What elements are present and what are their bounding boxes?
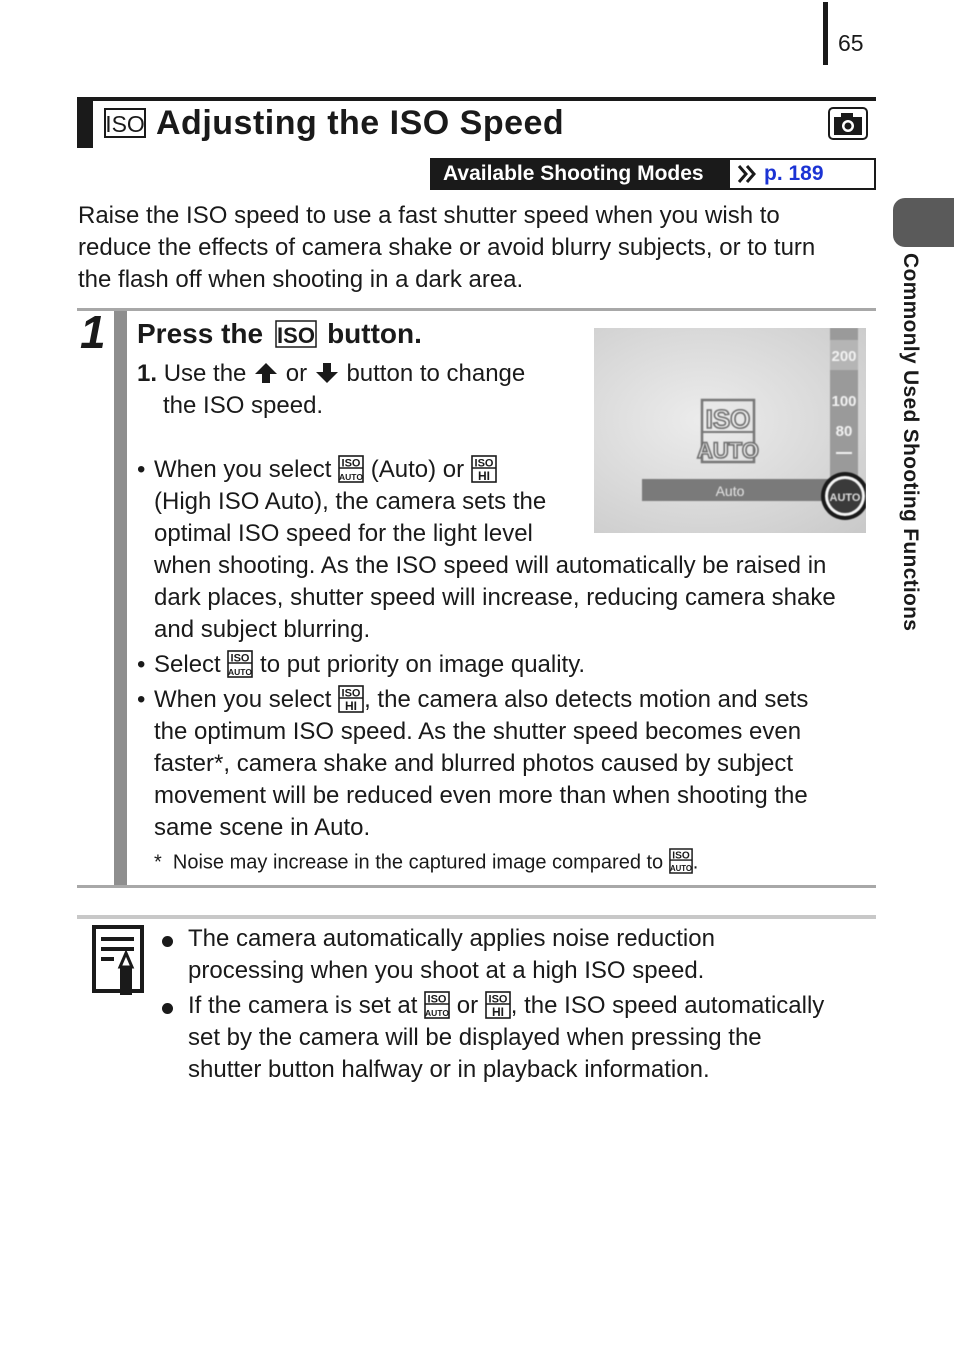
iso-scale-value: 80 (835, 423, 853, 440)
bullet-text: the optimum ISO speed. As the shutter speed becomes even (154, 718, 802, 745)
bullet-text: optimal ISO speed for the light level (154, 520, 533, 547)
sub-step-number: 1. (137, 360, 158, 387)
sub-step-text: button to change (346, 360, 526, 387)
bullet-item (137, 649, 877, 681)
side-tab-label: Commonly Used Shooting Functions (899, 253, 922, 632)
intro-line: Raise the ISO speed to use a fast shutter speed when you wish to (78, 202, 780, 229)
iso-hi-icon (485, 991, 511, 1019)
iso-hi-icon (471, 455, 497, 483)
svg-text:ISO: ISO (427, 993, 447, 1006)
intro-line: reduce the effects of camera shake or avoid blurry subjects, or to turn (78, 234, 816, 261)
double-chevron-icon (730, 160, 764, 188)
note-bullet (162, 990, 876, 1086)
available-shooting-modes (430, 158, 876, 190)
bullet-text: Select (154, 651, 221, 678)
svg-text:ISO: ISO (341, 687, 361, 700)
intro-line: the flash off when shooting in a dark area. (78, 266, 524, 293)
iso-auto-icon (338, 455, 364, 483)
screen-icon-auto: AUTO (697, 438, 759, 463)
note-text: shutter button halfway or in playback information. (188, 1056, 710, 1083)
bullet-marker: • (137, 456, 146, 483)
bullet-text: When you select (154, 456, 332, 483)
svg-text:ISO: ISO (105, 111, 145, 137)
step-bottom-rule (77, 885, 876, 888)
title-rule (77, 97, 876, 101)
iso-auto-icon (227, 650, 253, 678)
sub-step (137, 358, 577, 422)
modes-label: Available Shooting Modes (432, 160, 730, 188)
svg-text:ISO: ISO (488, 993, 508, 1006)
intro-paragraph (78, 200, 878, 296)
note-text: The camera automatically applies noise reduction (188, 925, 715, 952)
knob-label: AUTO (829, 492, 861, 504)
step-number: 1 (80, 306, 106, 358)
bullet-text: (High ISO Auto), the camera sets the (154, 488, 547, 515)
svg-text:HI: HI (345, 698, 358, 713)
arrow-down-icon (314, 361, 340, 385)
iso-scale-value: 200 (831, 348, 857, 365)
bullet-item (137, 684, 877, 844)
page-number: 65 (838, 30, 864, 56)
footnote (154, 850, 698, 876)
svg-text:AUTO: AUTO (339, 471, 364, 482)
svg-text:HI: HI (477, 468, 490, 483)
note-text: processing when you shoot at a high ISO speed. (188, 957, 705, 984)
bullet-text: and subject blurring. (154, 616, 371, 643)
bullet-text: faster*, camera shake and blurred photos caused by subject (154, 750, 794, 777)
iso-auto-icon (669, 848, 693, 874)
svg-text:ISO: ISO (277, 323, 316, 348)
note-text: or (456, 992, 479, 1019)
bullet-marker: • (137, 686, 146, 713)
bullet-text: dark places, shutter speed will increase, reducing camera shake (154, 584, 836, 611)
bullet-text: movement will be reduced even more than when shooting the (154, 782, 808, 809)
iso-auto-icon (424, 991, 450, 1019)
footnote-end: . (692, 851, 699, 874)
camera-screen-image (594, 328, 866, 533)
step-top-rule (77, 308, 876, 311)
note-text: set by the camera will be displayed when pressing the (188, 1024, 762, 1051)
iso-icon (104, 108, 146, 138)
camera-icon (828, 107, 868, 140)
note-bullet-dot (162, 1003, 173, 1014)
svg-text:ISO: ISO (230, 652, 250, 665)
svg-text:AUTO: AUTO (228, 666, 253, 677)
note-text: , the ISO speed automatically (510, 992, 825, 1019)
page-reference-link[interactable]: p. 189 (764, 162, 824, 185)
bullet-text: when shooting. As the ISO speed will automatically be raised in (154, 552, 827, 579)
memo-icon (92, 925, 146, 997)
iso-scale-value: 100 (831, 393, 857, 410)
arrow-up-icon (253, 361, 279, 385)
svg-text:AUTO: AUTO (669, 864, 692, 874)
bullet-text: same scene in Auto. (154, 814, 371, 841)
bullet-text: , the camera also detects motion and sets (364, 686, 809, 713)
sub-step-text: the ISO speed. (163, 392, 324, 419)
svg-text:AUTO: AUTO (425, 1007, 450, 1018)
bullet-text: (Auto) or (370, 456, 465, 483)
svg-text:HI: HI (491, 1004, 504, 1019)
footnote-mark: * (154, 851, 162, 874)
step-heading-suffix: button. (327, 318, 422, 349)
footnote-text: Noise may increase in the captured image compared to (172, 851, 664, 874)
sub-step-text: or (285, 360, 308, 387)
iso-hi-icon (338, 685, 364, 713)
side-tab-marker (893, 198, 954, 247)
svg-text:ISO: ISO (672, 850, 690, 862)
page-title: Adjusting the ISO Speed (156, 104, 565, 142)
bullet-text: to put priority on image quality. (260, 651, 586, 678)
title-block (77, 101, 93, 148)
note-top-rule (77, 915, 876, 919)
note-bullet (162, 923, 876, 987)
page-number-bar (823, 2, 828, 65)
step-heading (137, 318, 422, 350)
iso-icon (275, 320, 317, 348)
sub-step-text: Use the (163, 360, 247, 387)
note-text: If the camera is set at (188, 992, 418, 1019)
svg-text:ISO: ISO (474, 457, 494, 470)
note-bullet-dot (162, 936, 173, 947)
svg-text:ISO: ISO (341, 457, 361, 470)
step-side-bar (114, 311, 127, 885)
bullet-marker: • (137, 651, 146, 678)
bullet-text: When you select (154, 686, 332, 713)
mode-label: Auto (715, 483, 745, 499)
step-heading-prefix: Press the (137, 318, 264, 349)
screen-icon-iso: ISO (705, 404, 751, 434)
